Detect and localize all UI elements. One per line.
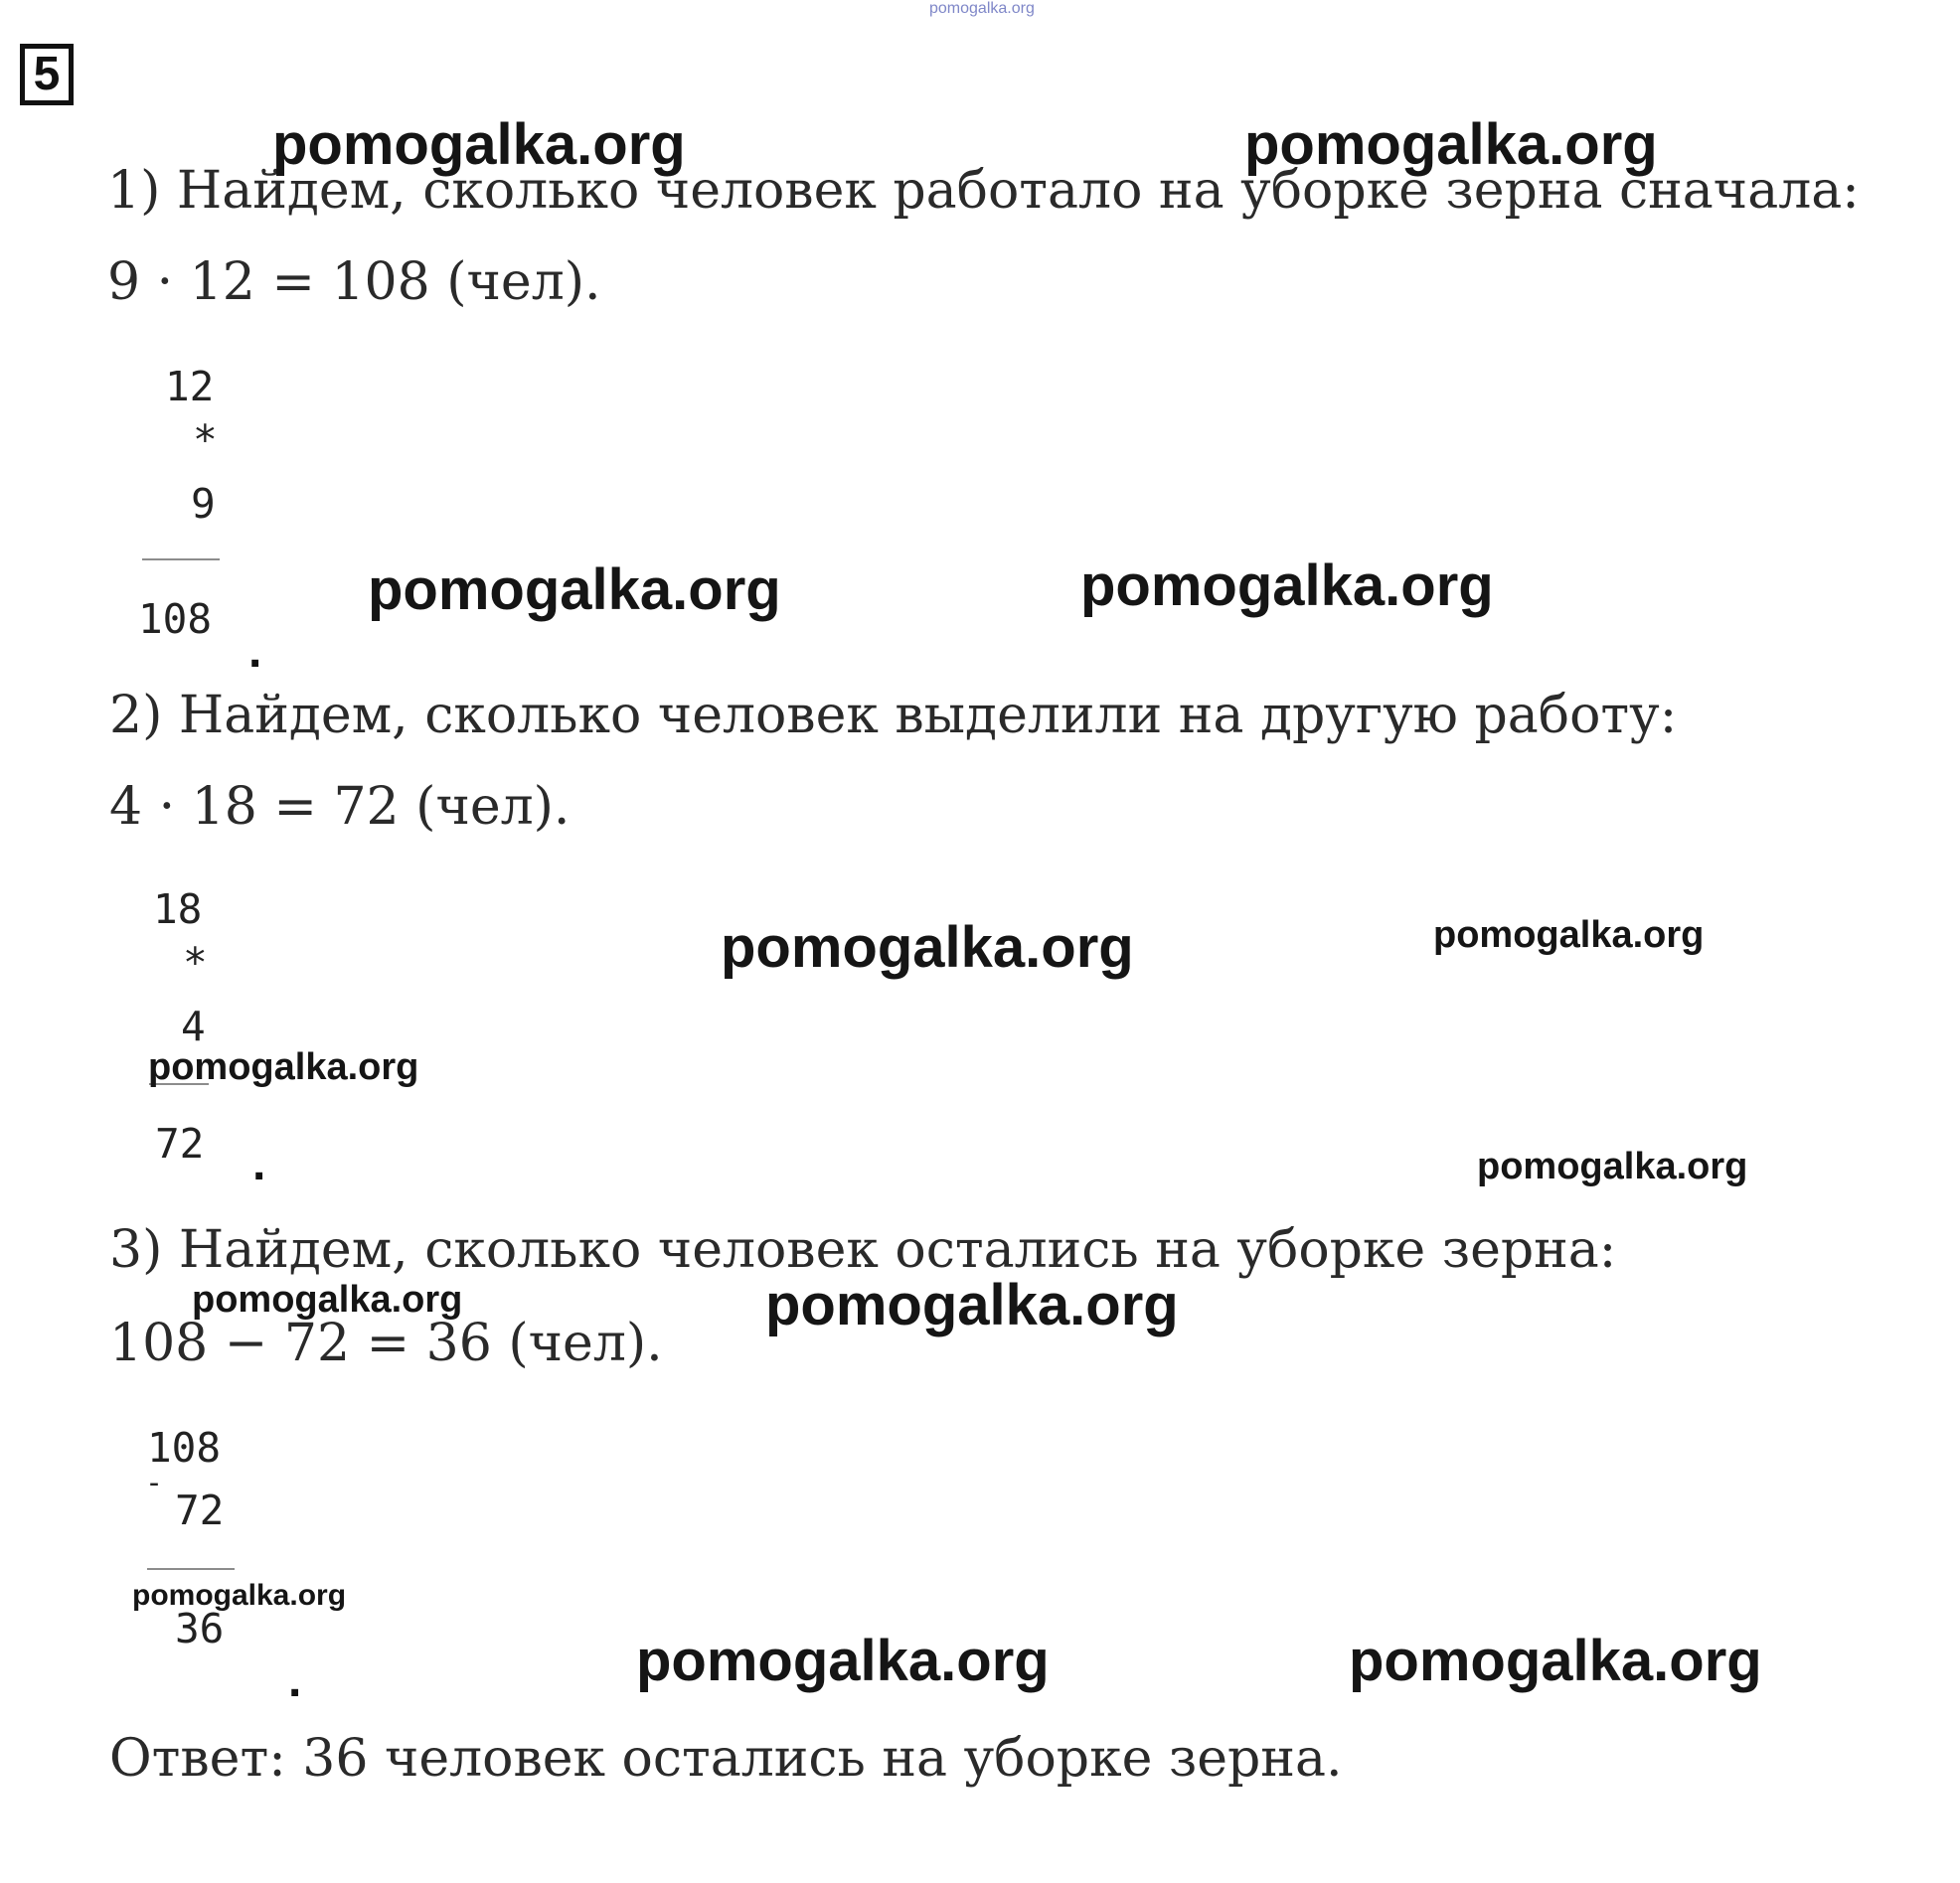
- step-3-column-result: 36: [175, 1605, 225, 1652]
- step-1-text: 1) Найдем, сколько человек работало на уборке зерна сначала:: [107, 161, 1860, 221]
- step-3-column-rule: [147, 1568, 235, 1570]
- watermark: pomogalka.org: [1477, 1146, 1748, 1187]
- task-number: 5: [20, 44, 74, 105]
- step-2-column-operator: *: [183, 939, 208, 987]
- step-3-column-bottom: 72: [175, 1487, 225, 1534]
- step-1-column-top: 12: [165, 363, 215, 410]
- watermark: pomogalka.org: [368, 557, 781, 622]
- step-2-period: .: [252, 1138, 266, 1190]
- watermark: pomogalka.org: [1244, 112, 1658, 177]
- site-mark: pomogalka.org: [929, 0, 1035, 17]
- step-3-equation: 108 − 72 = 36 (чел).: [109, 1314, 663, 1373]
- step-1-column-operator: *: [193, 416, 218, 464]
- watermark: pomogalka.org: [765, 1273, 1179, 1337]
- step-3-period: .: [288, 1654, 302, 1707]
- watermark: pomogalka.org: [721, 915, 1134, 980]
- answer-text: Ответ: 36 человек остались на уборке зерна.: [109, 1729, 1343, 1789]
- step-1-period: .: [248, 625, 262, 678]
- watermark: pomogalka.org: [1433, 914, 1705, 956]
- watermark: pomogalka.org: [1349, 1629, 1762, 1693]
- watermark: pomogalka.org: [272, 112, 686, 177]
- step-2-column-top: 18: [153, 885, 203, 933]
- watermark: pomogalka.org: [132, 1579, 347, 1612]
- watermark: pomogalka.org: [148, 1046, 419, 1088]
- step-1-column-rule: [142, 558, 220, 560]
- step-3-column-top: 108: [147, 1424, 222, 1472]
- step-1-column-bottom: 9: [191, 480, 216, 528]
- step-2-column-result: 72: [155, 1120, 205, 1168]
- step-2-column-bottom: 4: [181, 1003, 206, 1050]
- step-1-equation: 9 · 12 = 108 (чел).: [107, 252, 601, 312]
- step-3-text: 3) Найдем, сколько человек остались на уборке зерна:: [109, 1220, 1617, 1280]
- step-2-text: 2) Найдем, сколько человек выделили на другую работу:: [109, 686, 1678, 745]
- watermark: pomogalka.org: [1080, 553, 1494, 618]
- step-1-column-result: 108: [138, 595, 213, 643]
- step-2-equation: 4 · 18 = 72 (чел).: [109, 777, 571, 837]
- watermark: pomogalka.org: [192, 1279, 463, 1321]
- step-3-column-operator: -: [145, 1466, 164, 1500]
- watermark: pomogalka.org: [636, 1629, 1050, 1693]
